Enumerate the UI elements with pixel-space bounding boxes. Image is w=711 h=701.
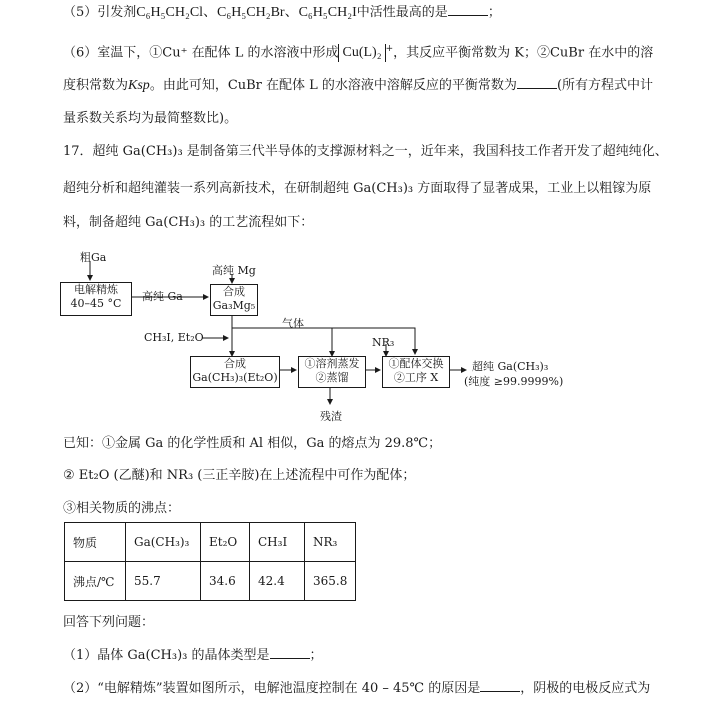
flow-arrows <box>60 248 580 428</box>
box4-line1: ①溶剂蒸发 <box>304 357 360 370</box>
question-17-line1: 17．超纯 Ga(CH₃)₃ 是制备第三代半导体的支撑源材料之一，近年来，我国科技工作者开发了超纯纯化、 <box>63 144 668 159</box>
box3-line1: 合成 <box>224 357 246 370</box>
nr3-label: NR₃ <box>372 336 395 349</box>
header-cell: Et₂O <box>201 523 250 562</box>
pure-ga-label: 高纯 Ga <box>142 290 183 303</box>
ksp-symbol: Ksp <box>128 78 150 93</box>
header-cell: Ga(CH₃)₃ <box>126 523 201 562</box>
q2-text-a: （2）“电解精炼”装置如图所示，电解池温度控制在 40 – 45℃ 的原因是 <box>63 681 481 696</box>
box2-line2: Ga₃Mg₅ <box>212 299 256 312</box>
table-row <box>65 562 356 601</box>
known-1: 已知：①金属 Ga 的化学性质和 Al 相似，Ga 的熔点为 29.8℃； <box>63 436 442 451</box>
table-header-row <box>65 523 356 562</box>
answer-blank <box>270 646 310 659</box>
q6-line2b: 。由此可知，CuBr 在配体 L 的水溶液中溶解反应的平衡常数为 <box>149 78 517 93</box>
q6-line1b: ，其反应平衡常数为 K；②CuBr 在水中的溶 <box>393 45 654 61</box>
reagents-label: CH₃I, Et₂O <box>144 331 204 344</box>
q5-prefix: （5）引发剂 <box>63 5 137 20</box>
row-label-cell: 沸点/℃ <box>65 562 126 601</box>
answer-blank <box>480 679 520 692</box>
q6-line2a: 度积常数为 <box>63 78 129 93</box>
q5-formula: C₆H₅CH₂Cl、C₆H₅CH₂Br、C₆H₅CH₂I <box>136 5 357 20</box>
header-cell: CH₃I <box>250 523 305 562</box>
product-label-line1: 超纯 Ga(CH₃)₃ <box>472 360 549 373</box>
gas-label: 气体 <box>282 317 304 330</box>
q5-suffix: 中活性最高的是 <box>356 5 448 20</box>
answer-q1 <box>63 646 323 665</box>
box3-line2: Ga(CH₃)₃(Et₂O) <box>192 371 278 384</box>
table-cell: 34.6 <box>201 562 250 601</box>
complex-charge: + <box>385 44 394 54</box>
header-cell: NR₃ <box>305 523 356 562</box>
q2-text-b: ，阴极的电极反应式为 <box>520 681 651 696</box>
box1-line1: 电解精炼 <box>74 283 118 296</box>
q6-line2c: (所有方程式中计 <box>556 78 654 93</box>
box5-line2: ②工序 X <box>393 371 439 384</box>
answer-intro: 回答下列问题： <box>63 615 155 630</box>
header-cell: 物质 <box>65 523 126 562</box>
electrorefining-box <box>60 282 132 316</box>
answer-q2 <box>63 679 650 698</box>
residue-label: 残渣 <box>320 410 342 423</box>
q1-text: （1）晶体 Ga(CH₃)₃ 的晶体类型是 <box>63 648 270 663</box>
complex-formula: Cu(L)₂ <box>338 44 385 62</box>
boiling-point-table <box>64 522 356 601</box>
question-6-line3: 量系数关系均为最简整数比)。 <box>63 111 238 126</box>
table-cell: 365.8 <box>305 562 356 601</box>
q6-line1a: （6）室温下，①Cu⁺ 在配体 L 的水溶液中形成 <box>63 45 339 61</box>
box1-line2: 40–45 °C <box>70 297 122 310</box>
box4-line2: ②蒸馏 <box>315 371 349 384</box>
question-5 <box>63 3 501 22</box>
q5-end: ； <box>487 5 501 20</box>
question-17-line2: 超纯分析和超纯灌装一系列高新技术，在研制超纯 Ga(CH₃)₃ 方面取得了显著成果，工业上以粗镓为原 <box>63 181 652 196</box>
synthesis-box-1 <box>210 284 258 316</box>
answer-blank <box>517 76 557 89</box>
product-label-line2: (纯度 ≥99.9999%) <box>464 375 564 388</box>
question-6-line2 <box>63 76 653 95</box>
process-flowchart <box>60 248 580 428</box>
table-cell: 42.4 <box>250 562 305 601</box>
table-cell: 55.7 <box>126 562 201 601</box>
q1-end: ； <box>309 648 323 663</box>
known-2: ② Et₂O (乙醚)和 NR₃ (三正辛胺)在上述流程中可作为配体； <box>63 468 416 483</box>
known-3: ③相关物质的沸点： <box>63 501 181 516</box>
question-17-line3: 料，制备超纯 Ga(CH₃)₃ 的工艺流程如下： <box>63 215 314 230</box>
synthesis-box-2 <box>190 356 280 388</box>
pure-mg-label: 高纯 Mg <box>212 264 256 277</box>
question-6-line1 <box>63 40 653 62</box>
answer-blank <box>448 3 488 16</box>
box2-line1: 合成 <box>223 285 245 298</box>
crude-ga-label: 粗Ga <box>80 251 107 264</box>
ligand-exchange-box <box>382 356 450 388</box>
box5-line1: ①配体交换 <box>388 357 444 370</box>
evaporation-box <box>298 356 366 388</box>
